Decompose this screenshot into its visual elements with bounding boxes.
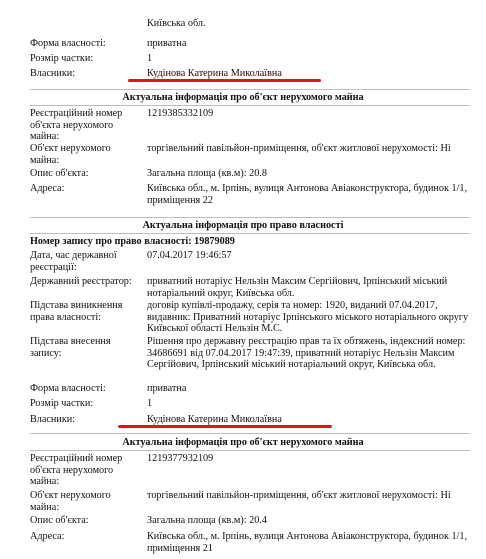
separator — [30, 433, 470, 434]
record-number: Номер запису про право власності: 19879089 — [30, 236, 235, 247]
share-size-label: Розмір частки: — [30, 398, 94, 409]
registrar-label: Державний реєстратор: — [30, 276, 132, 287]
object-address-value: Київська обл., м. Ірпінь, вулиця Антонова Авіаконструктора, будинок 1/1, приміщення 22 — [147, 183, 468, 206]
owners-label: Власники: — [30, 414, 76, 425]
object-type-label: Об'єкт нерухомого майна: — [30, 490, 111, 513]
object-info-heading: Актуальна інформація про об'єкт нерухомого майна — [122, 92, 364, 103]
object-regnum-value: 1219377932109 — [147, 453, 214, 464]
object-type-label: Об'єкт нерухомого майна: — [30, 143, 111, 166]
separator — [30, 105, 470, 106]
registration-date-label: Дата, час державної реєстрації: — [30, 250, 117, 273]
ownership-form-value: приватна — [147, 383, 187, 394]
separator — [30, 450, 470, 451]
object-description-value: Загальна площа (кв.м): 20.8 — [147, 168, 267, 179]
object-description-value: Загальна площа (кв.м): 20.4 — [147, 515, 267, 526]
ownership-form-label: Форма власності: — [30, 383, 106, 394]
share-size-value: 1 — [147, 398, 153, 409]
object-info-heading: Актуальна інформація про об'єкт нерухомого майна — [122, 437, 364, 448]
basis-label: Підстава виникнення права власності: — [30, 300, 123, 323]
owners-value: Кудінова Катерина Миколаївна — [147, 414, 282, 425]
ownership-form-value: приватна — [147, 38, 187, 49]
ownership-form-label: Форма власності: — [30, 38, 106, 49]
owner-red-underline — [128, 79, 321, 82]
object-address-label: Адреса: — [30, 183, 65, 194]
object-description-label: Опис об'єкта: — [30, 168, 89, 179]
object-type-value: торгівельний павільйон-приміщення, об'єкт житлової нерухомості: Ні — [147, 143, 451, 154]
registrar-value: приватний нотаріус Нельзін Максим Сергійович, Ірпінський міський нотаріальний округ, Київська обл. — [147, 276, 448, 299]
owner-red-underline — [118, 425, 332, 428]
object-regnum-label: Реєстраційний номер об'єкта нерухомого майна: — [30, 108, 123, 143]
share-size-value: 1 — [147, 53, 153, 64]
object-type-value: торгівельний павільйон-приміщення, об'єкт житлової нерухомості: Ні — [147, 490, 451, 501]
object-regnum-value: 1219385332109 — [147, 108, 214, 119]
ownership-right-heading: Актуальна інформація про право власності — [142, 220, 344, 231]
separator — [30, 233, 470, 234]
registration-date-value: 07.04.2017 19:46:57 — [147, 250, 232, 261]
region-value: Київська обл. — [147, 18, 206, 29]
object-description-label: Опис об'єкта: — [30, 515, 89, 526]
separator — [30, 217, 470, 218]
owners-value: Кудінова Катерина Миколаївна — [147, 68, 282, 79]
owners-label: Власники: — [30, 68, 76, 79]
object-address-value: Київська обл., м. Ірпінь, вулиця Антонова Авіаконструктора, будинок 1/1, приміщення 21 — [147, 531, 468, 554]
object-address-label: Адреса: — [30, 531, 65, 542]
separator — [30, 89, 470, 90]
entry-basis-label: Підстава внесення запису: — [30, 336, 111, 359]
share-size-label: Розмір частки: — [30, 53, 94, 64]
basis-value: договір купівлі-продажу, серія та номер: 1920, виданий 07.04.2017, видавник: Приватний нотаріус Ірпінського міського нотаріального округу Київської області Нельзін М.С. — [147, 300, 469, 335]
entry-basis-value: Рішення про державну реєстрацію прав та їх обтяжень, індексний номер: 34686691 від 07.04.2017 19:47:39, приватний нотаріус Нельзін Максим Сергійович, Ірпінський міський нотаріальний округ, Київська обл. — [147, 336, 466, 371]
object-regnum-label: Реєстраційний номер об'єкта нерухомого майна: — [30, 453, 123, 488]
